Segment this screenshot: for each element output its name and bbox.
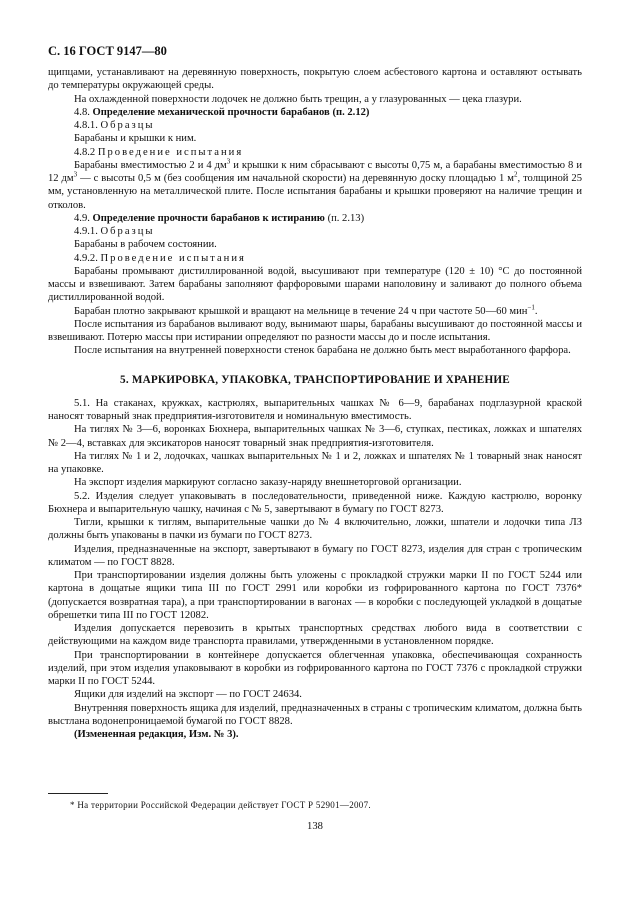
- clause-number: 4.9.2.: [74, 252, 98, 264]
- paragraph-container: При транспортировании в контейнере допускается облегченная упаковка, обеспечивающая сохранность изделий, при этом изделия упаковывают в коробки из гофрированного картона по ГОСТ 7376 с прокладкой стружки марки II по ГОСТ 5244.: [48, 649, 582, 687]
- clause-4-9-1: [48, 225, 582, 238]
- footnote-divider: [48, 793, 108, 794]
- amendment-note: (Измененная редакция, Изм. № 3).: [74, 729, 239, 740]
- clause-title: Определение механической прочности барабанов: [92, 106, 330, 118]
- samples-text: Барабаны в рабочем состоянии.: [74, 239, 217, 251]
- text-span: и крышки к ним сбрасывают с высоты 0,75 м, а барабаны вместимостью 8 и 12 дм: [48, 159, 582, 184]
- text-span: Барабаны вместимостью 2 и 4 дм: [74, 159, 227, 171]
- text-span: Барабан плотно закрывают крышкой и вращают на мельнице в течение 24 ч при частоте 50—60 мин: [74, 305, 528, 317]
- clause-4-8: [48, 106, 582, 119]
- clause-number: 4.8.1.: [74, 120, 98, 131]
- paragraph-glaze: На охлажденной поверхности лодочек не должно быть трещин, а у глазурованных — цека глазури.: [74, 93, 522, 105]
- text-span: .: [534, 305, 538, 317]
- paragraph-export-boxes: Ящики для изделий на экспорт — по ГОСТ 24634.: [74, 689, 302, 701]
- text-span: — с высоты 0,5 м (без сообщения им начальной скорости) на деревянную доску площадью 1 м: [77, 173, 514, 184]
- paragraph-vehicles: Изделия допускается перевозить в крытых транспортных средствах любого вида в соответствии с действующими на каждом виде транспорта правилами, утвержденными в установленном порядке.: [48, 623, 582, 648]
- clause-number: 4.9.: [74, 212, 90, 224]
- paragraph-packs: Тигли, крышки к тиглям, выпарительные чашки до № 4 включительно, ложки, шпатели и лодочки типа ЛЗ должны быть упакованы в пачки из бумаги по ГОСТ 8273.: [48, 517, 582, 542]
- paragraph-after-test: После испытания из барабанов выливают воду, вынимают шары, барабаны высушивают до постоянной массы и взвешивают. Потерю массы при истирании определяют по разности массы до и после испытания.: [48, 318, 582, 343]
- clause-reference: (п. 2.13): [327, 212, 365, 224]
- paragraph-crucibles: На тиглях № 3—6, воронках Бюхнера, выпарительных чашках № 3—6, ступках, пестиках, ложках и шпателях № 2—4, вставках для эксикаторов наносят товарный знак предприятия-изготовителя.: [48, 424, 582, 449]
- clause-title: Определение прочности барабанов к истиранию: [92, 212, 325, 224]
- clause-label: Проведение испытания: [97, 146, 244, 158]
- clause-number: 4.8.: [74, 106, 90, 118]
- section-5-title: 5. МАРКИРОВКА, УПАКОВКА, ТРАНСПОРТИРОВАНИЕ И ХРАНЕНИЕ: [120, 373, 510, 386]
- paragraph-small-items: На тиглях № 1 и 2, лодочках, чашках выпарительных № 1 и 2, ложках и шпателях № 1 товарный знак наносят на упаковке.: [48, 450, 582, 475]
- clause-number: 4.9.1.: [74, 226, 98, 237]
- samples-text: Барабаны и крышки к ним.: [74, 133, 197, 145]
- paragraph-wash: Барабаны промывают дистиллированной водой, высушивают при температуре (120 ± 10) °С до постоянной массы и взвешивают. Затем барабаны заполняют фарфоровыми шарами наполовину и заливают до полного объема дистиллированной водой.: [48, 265, 582, 304]
- superscript: 3: [226, 157, 231, 166]
- page-number: 138: [307, 821, 323, 832]
- clause-4-9: [48, 212, 582, 225]
- clause-4-8-1: [48, 119, 582, 132]
- footnote: * На территории Российской Федерации действует ГОСТ Р 52901—2007.: [70, 800, 371, 810]
- clause-4-9-2: [48, 252, 582, 265]
- paragraph-surface: После испытания на внутренней поверхности стенок барабана не должно быть мест выработанного фарфора.: [74, 345, 571, 357]
- clause-label: Проведение испытания: [100, 252, 246, 264]
- paragraph-close: [48, 302, 582, 318]
- paragraph-export-wrap: Изделия, предназначенные на экспорт, завертывают в бумагу по ГОСТ 8273, изделия для стран с тропическим климатом — по ГОСТ 8828.: [48, 543, 582, 568]
- paragraph-5-1: 5.1. На стаканах, кружках, кастрюлях, выпарительных чашках № 6—9, барабанах подглазурной краской наносят товарный знак предприятия-изготовителя и номинальную вместимость.: [48, 397, 582, 422]
- paragraph-export-marking: На экспорт изделия маркируют согласно заказу-наряду внешнеторговой организации.: [74, 477, 462, 489]
- paragraph-continuation: щипцами, устанавливают на деревянную поверхность, покрытую слоем асбестового картона и оставляют остывать до температуры окружающей среды.: [48, 67, 582, 92]
- paragraph-transport: При транспортировании изделия должны быть уложены с прокладкой стружки марки II по ГОСТ 5244 или картона в дощатые ящики типа III по ГОСТ 2991 или коробки из гофрированного картона по ГОСТ 7376* (допускается возвратная тара), а при транспортировании в вагонах — в коробки с последующей укладкой в дощатые обрешетки типа III по ГОСТ 12082.: [48, 570, 582, 621]
- page-header: С. 16 ГОСТ 9147—80: [48, 44, 167, 58]
- paragraph-tropical: Внутренняя поверхность ящика для изделий, предназначенных в страны с тропическим климатом, должна быть выстлана водонепроницаемой бумагой по ГОСТ 8828.: [48, 702, 582, 727]
- superscript: 2: [513, 170, 518, 179]
- text-span: , толщиной 25 мм, установленную на металлической плите. После испытания барабаны и крышки проверяют на наличие трещин и отколов.: [48, 173, 583, 211]
- clause-reference: (п. 2.12): [332, 106, 370, 118]
- clause-label: Образцы: [100, 226, 155, 237]
- paragraph-drop-test: [48, 159, 582, 212]
- clause-label: Образцы: [100, 120, 155, 131]
- clause-number: 4.8.2: [74, 146, 96, 158]
- clause-4-8-2: [48, 146, 582, 159]
- paragraph-5-2: 5.2. Изделия следует упаковывать в последовательности, приведенной ниже. Каждую кастрюлю, воронку Бюхнера и выпарительную чашку, начиная с № 5, завертывают в бумагу по ГОСТ 8273.: [48, 490, 582, 515]
- page-body: [48, 66, 582, 741]
- superscript: 3: [73, 170, 78, 179]
- superscript: −1: [527, 302, 535, 311]
